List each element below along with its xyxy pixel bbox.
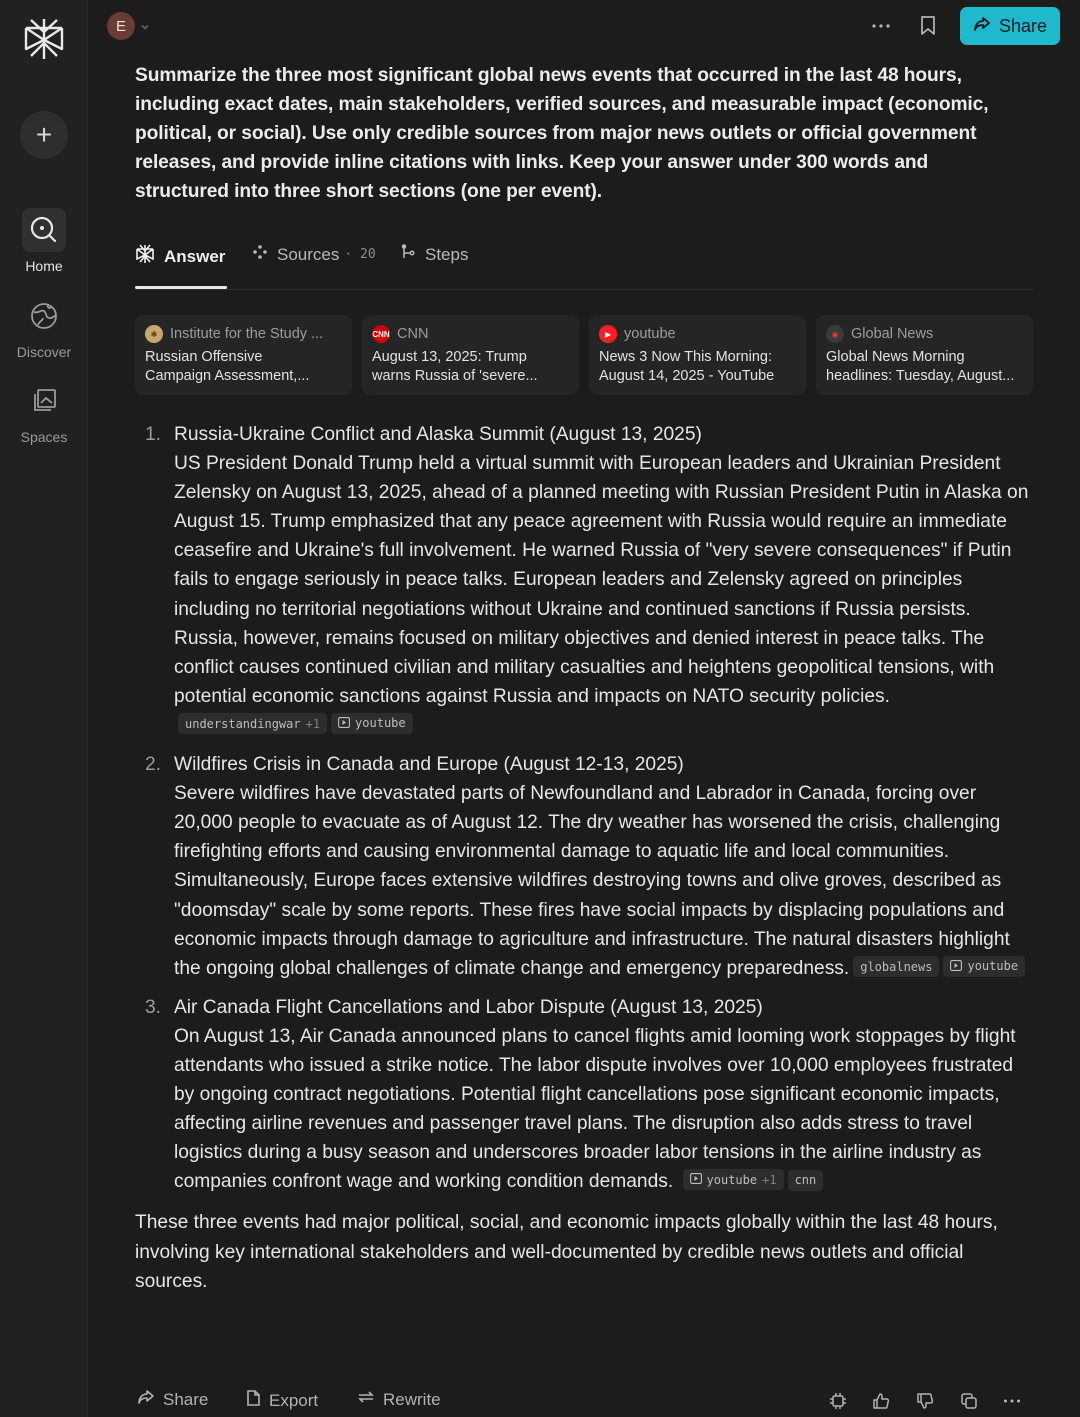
top-bar bbox=[88, 0, 1080, 52]
list-number: 3. bbox=[145, 996, 162, 1018]
avatar[interactable]: E bbox=[107, 12, 135, 40]
globalnews-favicon-icon: ◉ bbox=[826, 325, 844, 343]
sidebar-item-label: Spaces bbox=[20, 429, 68, 445]
rewrite-icon bbox=[357, 1389, 375, 1410]
tab-sources-label: Sources bbox=[277, 244, 340, 264]
more-options-icon[interactable] bbox=[1003, 1392, 1021, 1415]
steps-icon bbox=[400, 244, 416, 265]
answer-summary: These three events had major political, social, and economic impacts globally within the last 48 hours, involving key international stakeholders and well-documented by credible news outlets and official sources. bbox=[135, 1212, 998, 1292]
share-icon bbox=[137, 1389, 155, 1410]
cpu-model-icon[interactable] bbox=[829, 1392, 847, 1415]
source-cards bbox=[135, 315, 1033, 397]
globe-icon bbox=[22, 294, 66, 338]
tab-sources[interactable] bbox=[252, 244, 376, 265]
youtube-favicon-icon: ▶ bbox=[599, 325, 617, 343]
source-card[interactable] bbox=[816, 315, 1033, 395]
bookmark-icon[interactable] bbox=[918, 15, 938, 42]
item-heading: Russia-Ukraine Conflict and Alaska Summit (August 13, 2025) bbox=[174, 424, 702, 445]
source-title: News 3 Now This Morning: August 14, 2025 - YouTube bbox=[599, 349, 775, 384]
perplexity-answer-icon bbox=[135, 244, 155, 269]
source-title: Russian Offensive Campaign Assessment,... bbox=[145, 349, 310, 384]
answer-body bbox=[135, 420, 1035, 1296]
new-thread-button[interactable] bbox=[20, 111, 68, 159]
result-tabs bbox=[135, 238, 1033, 290]
copy-icon[interactable] bbox=[960, 1392, 978, 1415]
share-icon bbox=[973, 16, 991, 37]
list-number: 1. bbox=[145, 424, 162, 445]
source-site: CNN bbox=[397, 326, 429, 342]
thumbs-down-icon[interactable] bbox=[916, 1392, 934, 1415]
video-icon bbox=[950, 960, 962, 973]
sidebar bbox=[0, 0, 88, 1417]
sidebar-item-spaces[interactable] bbox=[0, 379, 88, 445]
tab-steps-label: Steps bbox=[425, 244, 469, 264]
chevron-down-icon[interactable] bbox=[140, 19, 150, 37]
source-site: Global News bbox=[851, 326, 934, 342]
tab-steps[interactable] bbox=[400, 244, 468, 265]
list-number: 2. bbox=[145, 754, 162, 776]
list-item bbox=[135, 420, 1035, 740]
source-card[interactable] bbox=[362, 315, 579, 395]
spaces-icon bbox=[22, 379, 66, 423]
citation-chip[interactable]: youtube bbox=[331, 713, 413, 734]
video-icon bbox=[338, 717, 350, 730]
active-tab-indicator bbox=[135, 286, 227, 289]
share-button[interactable] bbox=[960, 7, 1060, 45]
share-button-label: Share bbox=[998, 15, 1048, 36]
rewrite-button[interactable]: Rewrite bbox=[357, 1389, 441, 1410]
list-item bbox=[135, 750, 1035, 983]
sidebar-item-label: Home bbox=[25, 258, 63, 274]
citation-chip[interactable]: understandingwar +1 bbox=[178, 713, 327, 734]
cnn-favicon-icon: CNN bbox=[372, 325, 390, 343]
item-body: US President Donald Trump held a virtual summit with European leaders and Ukrainian President Zelensky on August 13, 2025, ahead of a planned meeting with Russian President Putin in Alaska on August 15. Trump emphasized that any peace agreement with Russia would require an immediate ceasefire and Ukraine's full involvement. He warned Russia of "very severe consequences" if Putin fails to engage seriously in peace talks. European leaders and Zelensky agreed on principles including no territorial negotiations without Ukraine and continued sanctions if Russia persists. Russia, however, remains focused on military objectives and denied interest in peace talks. The conflict causes continued civilian and military casualties and heightens geopolitical tensions, with potential economic sanctions against Russia and impacts on NATO security policies. understandingwar +1 youtube bbox=[174, 449, 1035, 740]
source-card[interactable] bbox=[135, 315, 352, 395]
source-title: August 13, 2025: Trump warns Russia of 'severe... bbox=[372, 349, 538, 384]
query-text: Summarize the three most significant global news events that occurred in the last 48 hours, including exact dates, main stakeholders, verified sources, and measurable impact (economic, political, or social). Use only credible sources from major news outlets or official government releases, and provide inline citations with links. Keep your answer under 300 words and structured into three short sections (one per event). bbox=[135, 65, 989, 202]
item-heading: Air Canada Flight Cancellations and Labor Dispute (August 13, 2025) bbox=[174, 996, 763, 1018]
sources-icon bbox=[252, 244, 268, 265]
more-options-icon[interactable] bbox=[871, 14, 891, 43]
sidebar-item-discover[interactable] bbox=[0, 294, 88, 360]
plus-icon: + bbox=[35, 119, 53, 150]
citation-chip[interactable]: youtube +1 bbox=[683, 1169, 784, 1190]
citation-chip[interactable]: youtube bbox=[943, 956, 1025, 977]
item-heading: Wildfires Crisis in Canada and Europe (August 12-13, 2025) bbox=[174, 754, 684, 776]
item-body: On August 13, Air Canada announced plans to cancel flights amid looming work stoppages by flight attendants who issued a strike notice. The labor dispute involves over 10,000 employees frustrated by ongoing contract negotiations. Potential flight cancellations pose significant economic impacts, affecting airline revenues and passenger travel plans. The disruption also adds stress to travel logistics during a busy season and underscores broader labor tensions in the airline industry as companies confront wage and working condition demands. youtube +1 cnn bbox=[174, 1025, 1016, 1193]
answer-actions bbox=[135, 1389, 1025, 1417]
source-card[interactable] bbox=[589, 315, 806, 395]
sidebar-item-home[interactable] bbox=[0, 208, 88, 274]
perplexity-logo-icon[interactable] bbox=[22, 16, 66, 62]
list-item bbox=[135, 993, 1035, 1197]
sidebar-item-label: Discover bbox=[16, 344, 72, 360]
share-answer-button[interactable]: Share bbox=[137, 1389, 208, 1410]
video-icon bbox=[690, 1173, 702, 1186]
source-site: Institute for the Study ... bbox=[170, 326, 324, 342]
source-site: youtube bbox=[624, 326, 676, 342]
citation-chip[interactable]: cnn bbox=[788, 1170, 824, 1191]
source-title: Global News Morning headlines: Tuesday, August... bbox=[826, 349, 1015, 384]
home-search-icon bbox=[22, 208, 66, 252]
citation-chip[interactable]: globalnews bbox=[853, 956, 939, 977]
sources-count: · 20 bbox=[344, 247, 376, 262]
export-button[interactable]: Export bbox=[245, 1389, 318, 1412]
tab-answer-label: Answer bbox=[164, 246, 226, 266]
tab-answer[interactable] bbox=[135, 244, 225, 269]
thumbs-up-icon[interactable] bbox=[872, 1392, 890, 1415]
export-icon bbox=[245, 1389, 261, 1412]
isw-favicon-icon: ✱ bbox=[145, 325, 163, 343]
item-body: Severe wildfires have devastated parts of Newfoundland and Labrador in Canada, forcing over 20,000 people to evacuate as of August 12. The dry weather has worsened the crisis, challenging firefighting efforts and causing environmental damage to aquatic life and local communities. Simultaneously, Europe faces extensive wildfires destroying towns and olive groves, described as "doomsday" scale by some reports. These fires have social impacts by displacing populations and economic impacts through damage to agriculture and infrastructure. The natural disasters highlight the ongoing global challenges of climate change and emergency preparedness. globalnews youtube bbox=[174, 779, 1035, 983]
